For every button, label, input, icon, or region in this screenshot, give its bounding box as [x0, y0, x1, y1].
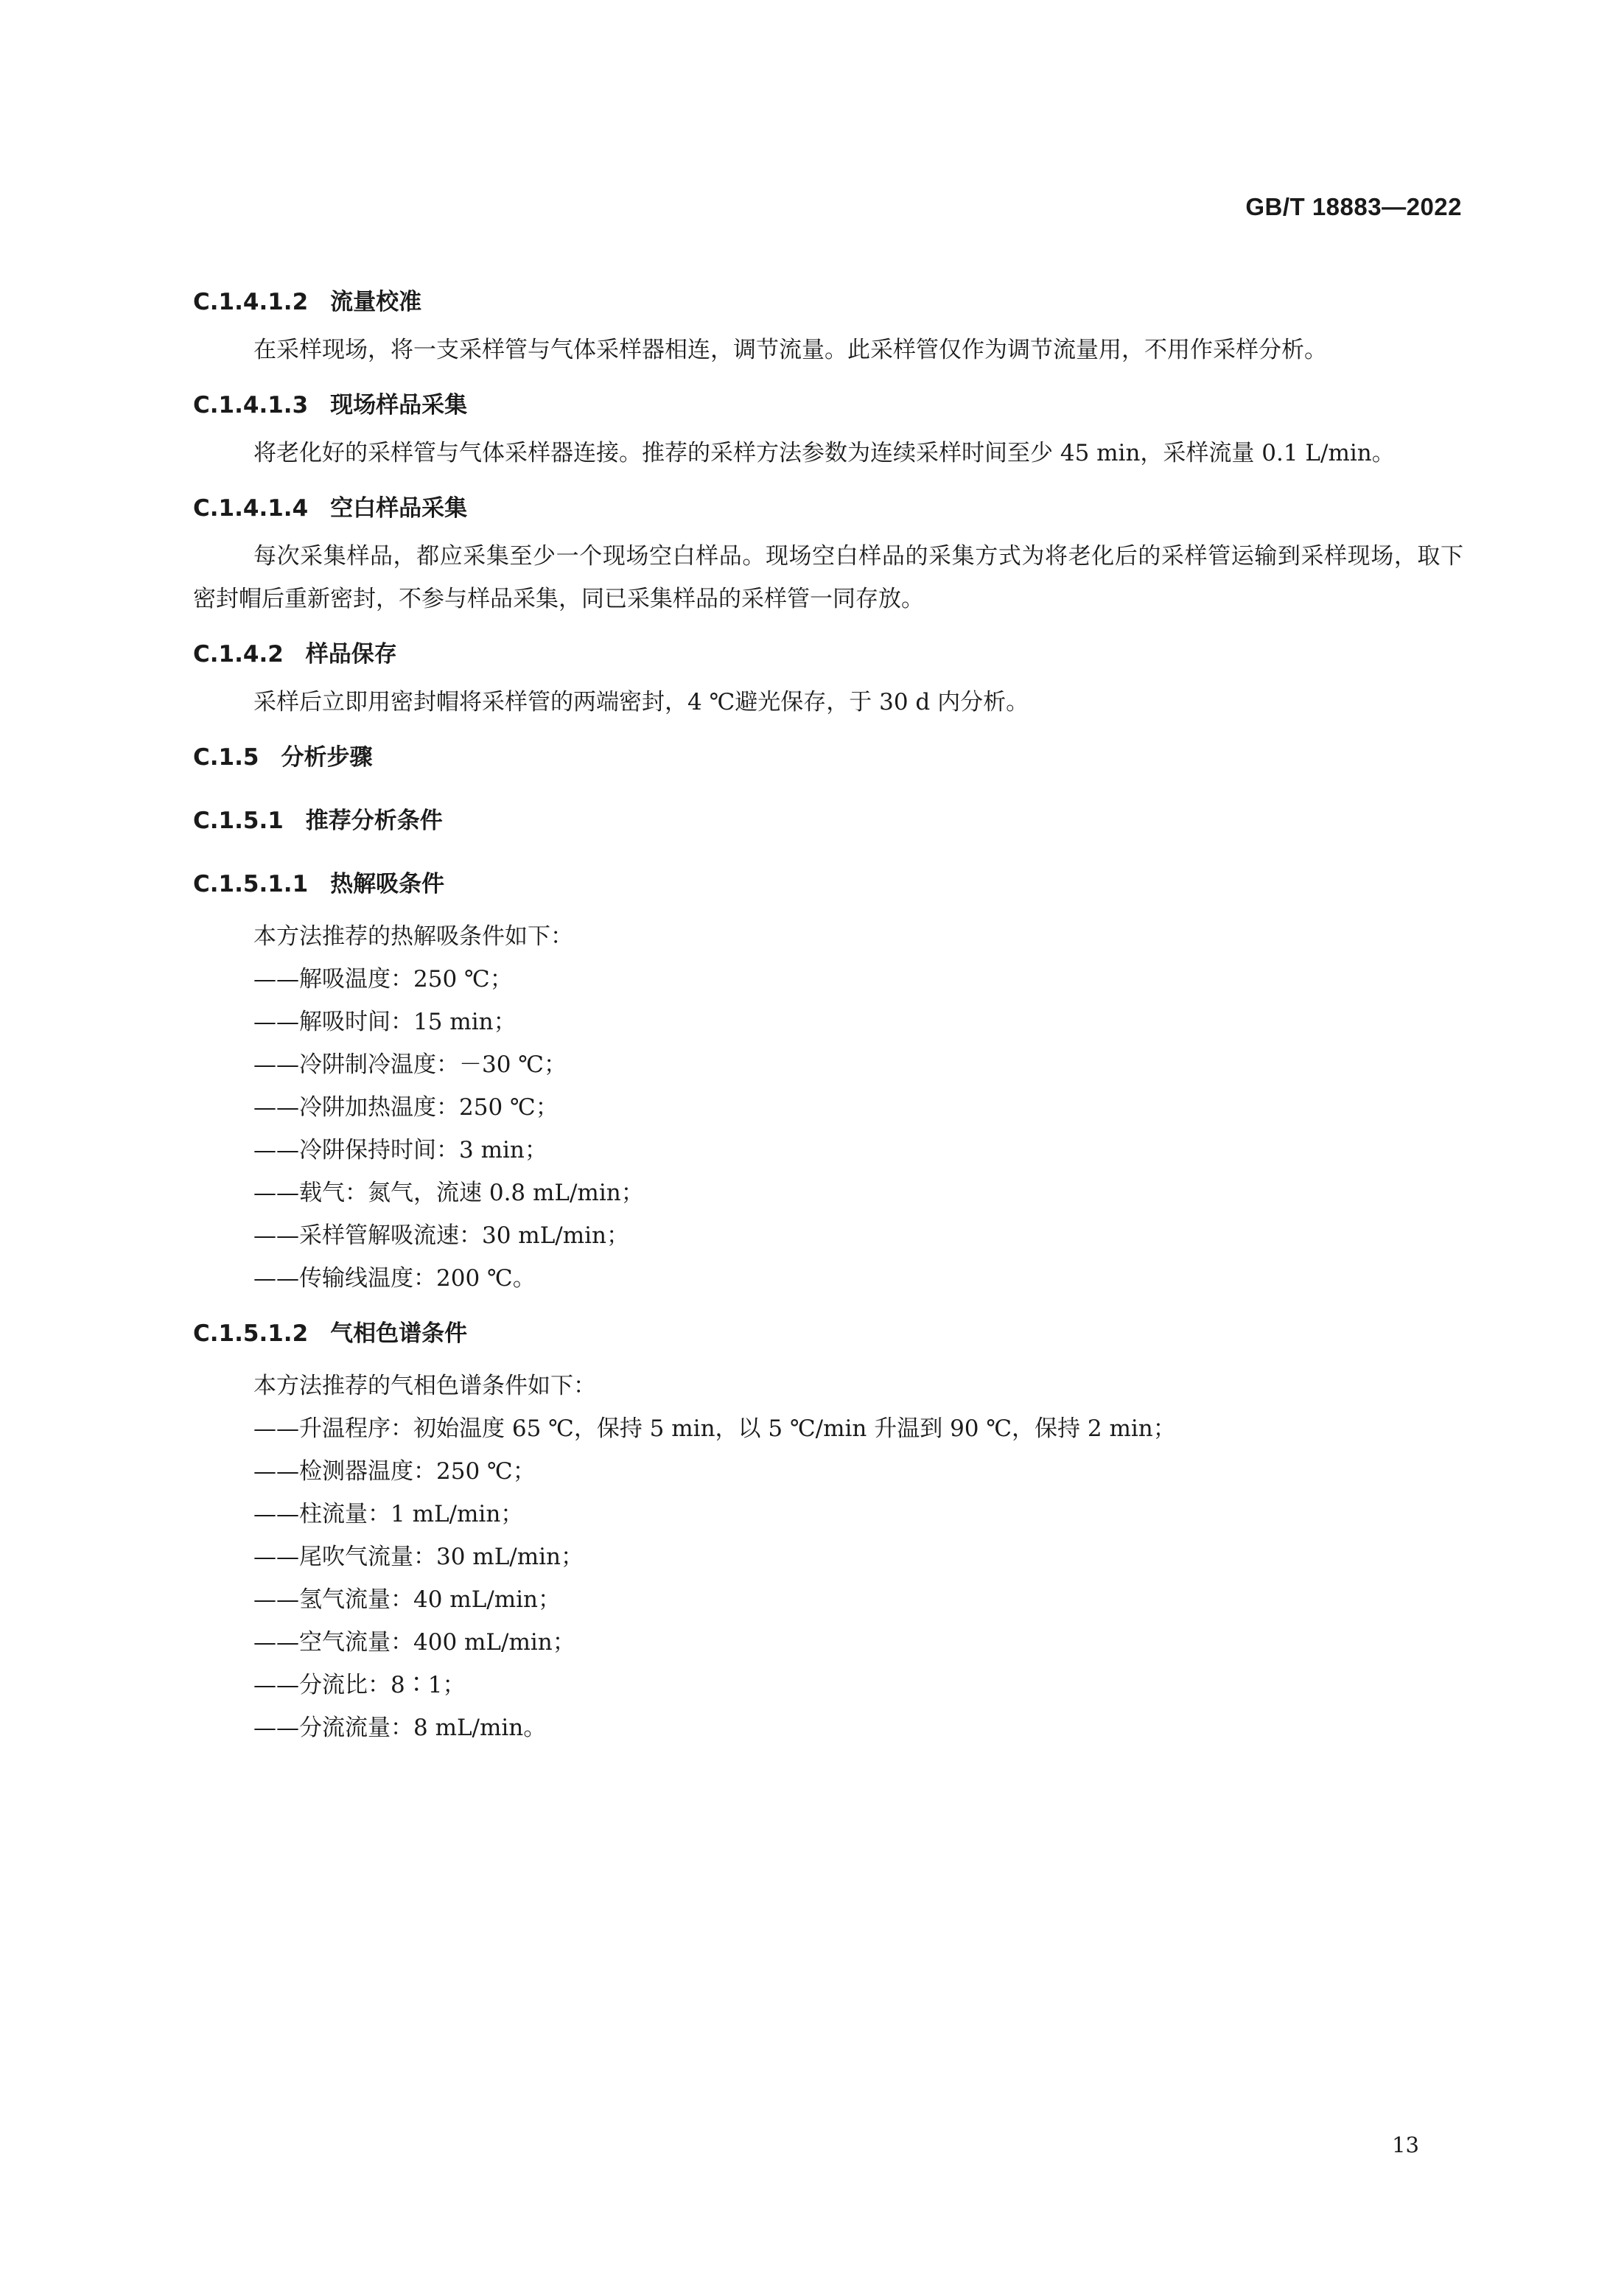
list-item: ——空气流量：400 mL/min；	[253, 1629, 575, 1656]
section-number: C.1.4.2	[193, 641, 284, 668]
document-body	[193, 286, 1463, 1749]
list-item: ——氢气流量：40 mL/min；	[253, 1586, 561, 1613]
condition-list	[193, 915, 1463, 1300]
section-title: 空白样品采集	[330, 495, 468, 522]
section-heading	[193, 286, 1463, 318]
section-title: 气相色谱条件	[330, 1320, 468, 1347]
section-heading	[193, 638, 1463, 671]
list-item: ——传输线温度：200 ℃。	[253, 1265, 536, 1292]
list-intro: 本方法推荐的气相色谱条件如下：	[253, 1373, 596, 1399]
list-item: ——解吸时间：15 min；	[253, 1009, 517, 1035]
condition-list	[193, 1365, 1463, 1749]
section-number: C.1.5	[193, 744, 259, 771]
section-title: 推荐分析条件	[305, 808, 443, 834]
list-item: ——升温程序：初始温度 65 ℃，保持 5 min，以 5 ℃/min 升温到 90 ℃，保持 2 min；	[253, 1415, 1176, 1442]
section-heading	[193, 805, 1463, 837]
list-item: ——解吸温度：250 ℃；	[253, 966, 513, 993]
list-item: ——柱流量：1 mL/min；	[253, 1501, 524, 1527]
section-title: 现场样品采集	[330, 392, 468, 419]
paragraph: 将老化好的采样管与气体采样器连接。推荐的采样方法参数为连续采样时间至少 45 min，采样流量 0.1 L/min。	[253, 440, 1395, 466]
section-number: C.1.4.1.2	[193, 289, 309, 315]
section-heading	[193, 1317, 1463, 1350]
section-number: C.1.4.1.3	[193, 392, 309, 419]
list-item: ——冷阱加热温度：250 ℃；	[253, 1094, 559, 1121]
list-item: ——分流流量：8 mL/min。	[253, 1715, 547, 1741]
page-number: 13	[1392, 2132, 1419, 2157]
list-item: ——载气：氮气，流速 0.8 mL/min；	[253, 1180, 644, 1206]
list-item: ——冷阱保持时间：3 min；	[253, 1137, 547, 1163]
section-title: 分析步骤	[281, 744, 373, 771]
paragraph: 在采样现场，将一支采样管与气体采样器相连，调节流量。此采样管仅作为调节流量用，不用作采样分析。	[253, 337, 1327, 363]
list-item: ——尾吹气流量：30 mL/min；	[253, 1544, 584, 1570]
standard-code: GB/T 18883—2022	[1245, 193, 1462, 220]
section-heading	[193, 389, 1463, 421]
section-title: 热解吸条件	[330, 871, 445, 897]
section-heading	[193, 741, 1463, 774]
list-intro: 本方法推荐的热解吸条件如下：	[253, 923, 573, 950]
section-title: 流量校准	[330, 289, 422, 315]
list-item: ——采样管解吸流速：30 mL/min；	[253, 1222, 630, 1249]
section-heading	[193, 868, 1463, 900]
paragraph: 每次采集样品，都应采集至少一个现场空白样品。现场空白样品的采集方式为将老化后的采样管运输到采样现场，取下密封帽后重新密封，不参与样品采集，同已采集样品的采样管一同存放。	[193, 543, 1463, 612]
list-item: ——冷阱制冷温度：－30 ℃；	[253, 1051, 567, 1078]
list-item: ——检测器温度：250 ℃；	[253, 1458, 536, 1485]
section-number: C.1.5.1	[193, 808, 284, 834]
paragraph: 采样后立即用密封帽将采样管的两端密封，4 ℃避光保存，于 30 d 内分析。	[253, 689, 1029, 715]
list-item: ——分流比：8∶1；	[253, 1672, 466, 1698]
section-number: C.1.5.1.1	[193, 871, 309, 897]
section-heading	[193, 492, 1463, 525]
section-number: C.1.5.1.2	[193, 1320, 309, 1347]
section-number: C.1.4.1.4	[193, 495, 309, 522]
section-title: 样品保存	[305, 641, 397, 668]
